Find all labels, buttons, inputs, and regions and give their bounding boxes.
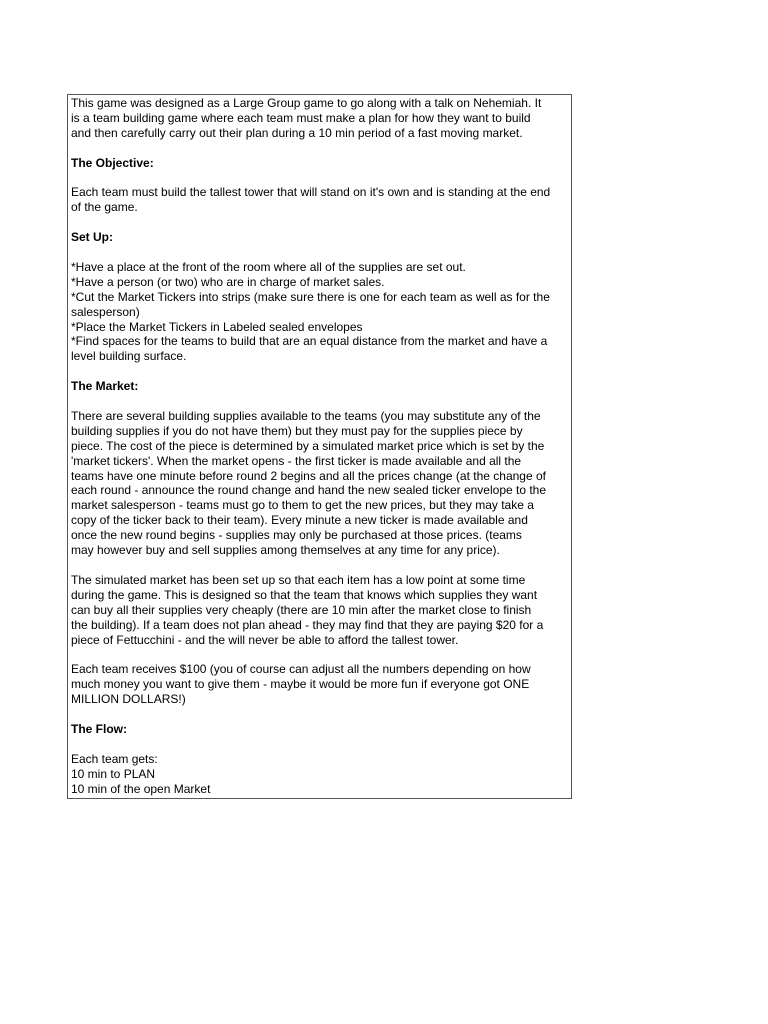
setup-item: *Place the Market Tickers in Labeled sealed envelopes [71, 319, 363, 334]
text-line: of the game. [71, 200, 138, 215]
market-paragraph-3 [71, 662, 569, 707]
text-line: This game was designed as a Large Group game to go along with a talk on Nehemiah. It [71, 96, 542, 110]
text-line: MILLION DOLLARS!) [71, 692, 186, 707]
intro-paragraph [71, 96, 569, 141]
text-line: during the game. This is designed so that the team that knows which supplies they want [71, 587, 538, 602]
text-line: can buy all their supplies very cheaply (there are 10 min after the market close to finish [71, 602, 532, 617]
objective-paragraph [71, 185, 569, 215]
text-line: piece of Fettucchini - and the will never be able to afford the tallest tower. [71, 632, 459, 647]
spreadsheet-text-cell [67, 94, 572, 799]
setup-heading: Set Up: [71, 230, 113, 245]
text-line: may however buy and sell supplies among themselves at any time for any price). [71, 543, 500, 558]
text-line: and then carefully carry out their plan during a 10 min period of a fast moving market. [71, 125, 523, 140]
flow-item: 10 min to PLAN [71, 766, 156, 781]
flow-item: Each team gets: [71, 751, 158, 766]
setup-item: level building surface. [71, 349, 187, 364]
text-line: Each team receives $100 (you of course can adjust all the numbers depending on how [71, 662, 531, 677]
text-line: The simulated market has been set up so that each item has a low point at some time [71, 572, 526, 587]
setup-item: *Have a person (or two) who are in charge of market sales. [71, 274, 385, 289]
flow-heading: The Flow: [71, 721, 127, 736]
market-paragraph-2 [71, 573, 569, 648]
market-paragraph-1 [71, 409, 569, 558]
text-line: much money you want to give them - maybe it would be more fun if everyone got ONE [71, 677, 530, 692]
text-line: teams have one minute before round 2 begins and all the prices change (at the change of [71, 468, 546, 483]
text-line: market salesperson - teams must go to them to get the new prices, but they may take a [71, 498, 534, 513]
objective-heading: The Objective: [71, 155, 154, 170]
text-line: is a team building game where each team must make a plan for how they want to build [71, 110, 531, 125]
text-line: building supplies if you do not have them) but they must pay for the supplies piece by [71, 423, 523, 438]
text-line: the building). If a team does not plan ahead - they may find that they are paying $20 for a [71, 617, 544, 632]
setup-list [71, 260, 569, 364]
text-line: 'market tickers'. When the market opens - the first ticker is made available and all the [71, 453, 522, 468]
text-line: piece. The cost of the piece is determined by a simulated market price which is set by the [71, 438, 545, 453]
flow-list [71, 752, 569, 797]
setup-item: *Find spaces for the teams to build that are an equal distance from the market and have a [71, 334, 548, 349]
setup-item: salesperson) [71, 304, 140, 319]
flow-item: 10 min of the open Market [71, 781, 211, 796]
text-line: copy of the ticker back to their team). Every minute a new ticker is made available and [71, 513, 528, 528]
text-line: Each team must build the tallest tower that will stand on it's own and is standing at the end [71, 185, 551, 200]
market-heading: The Market: [71, 379, 139, 394]
setup-item: *Cut the Market Tickers into strips (make sure there is one for each team as well as for the [71, 289, 550, 304]
text-line: There are several building supplies available to the teams (you may substitute any of the [71, 408, 541, 423]
setup-item: *Have a place at the front of the room where all of the supplies are set out. [71, 259, 466, 274]
text-line: each round - announce the round change and hand the new sealed ticker envelope to the [71, 483, 547, 498]
text-line: once the new round begins - supplies may only be purchased at those prices. (teams [71, 528, 522, 543]
